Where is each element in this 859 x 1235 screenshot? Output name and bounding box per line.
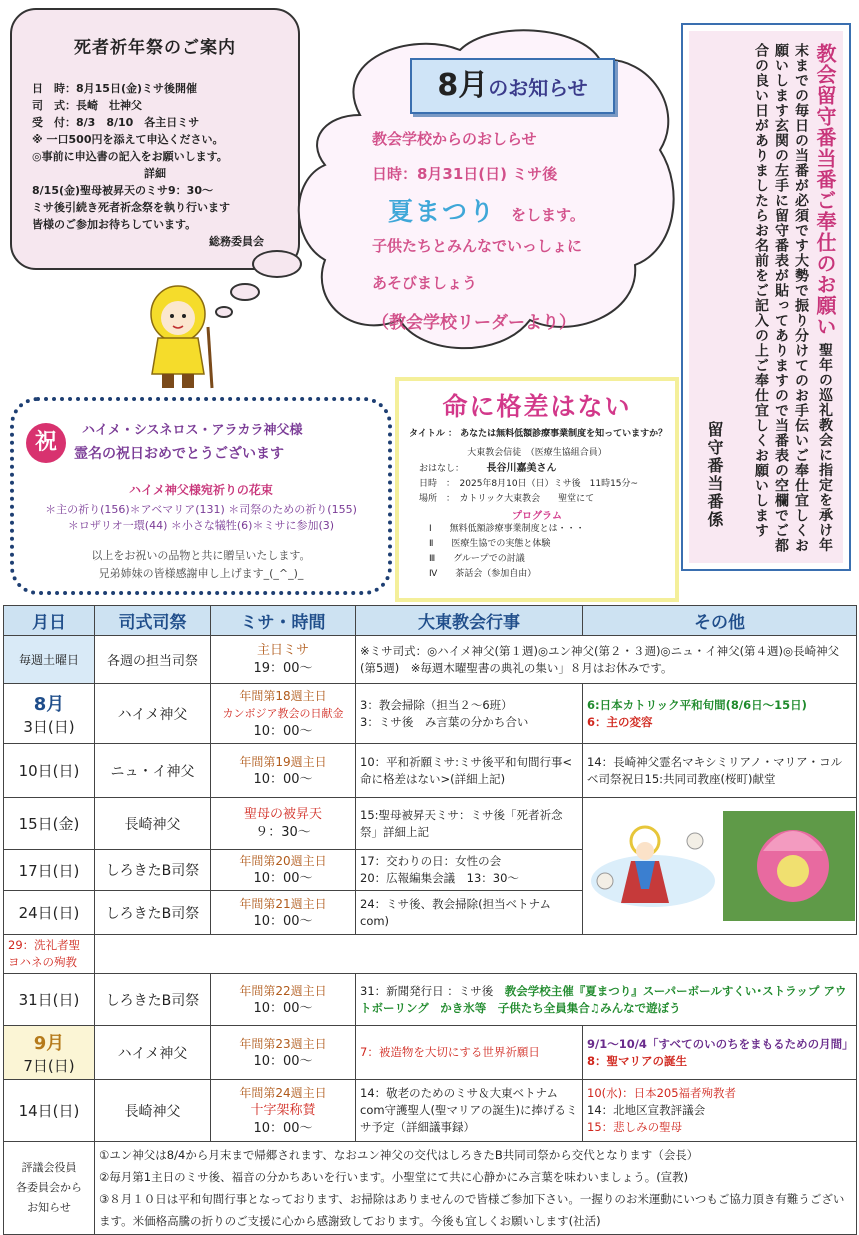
month-label: 8月 <box>33 694 65 715</box>
bouquet-line: ＊ロザリオ一環(44) ＊小さな犠牲(6)＊ミサに参加(3) <box>67 519 335 532</box>
row-mass <box>211 744 356 798</box>
row-mass <box>211 1080 356 1142</box>
row-mass <box>211 891 356 935</box>
row-other <box>583 1026 857 1080</box>
day-label: 3日(日) <box>23 718 75 736</box>
notice-label-line: お知らせ <box>27 1201 71 1214</box>
event-line: 3：教会掃除（担当２〜6班） <box>360 697 513 712</box>
notice-label <box>4 1142 95 1235</box>
speaker-name: 長谷川嘉美さん <box>486 463 557 474</box>
festival-invite: あそびましょう <box>372 274 478 292</box>
row-event: 15:聖母被昇天ミサ：ミサ後「死者祈念祭」詳細上記 <box>356 798 583 850</box>
lecture-org: 大東教会信徒 （医療生協組合員） <box>467 448 607 458</box>
row-event <box>356 850 583 891</box>
natsu-matsuri: 夏まつり <box>388 197 497 226</box>
row-event <box>356 684 583 744</box>
table-row <box>4 1026 857 1080</box>
row-other: 29：洗礼者聖ヨハネの殉教 <box>4 935 95 974</box>
lecture-place: ： カトリック大東教会 聖堂にて <box>446 494 595 504</box>
program-title: プログラム <box>512 511 562 522</box>
row-date: 24日(日) <box>4 891 95 935</box>
lecture-notice <box>395 377 679 602</box>
table-row <box>4 684 857 744</box>
memorial-line: 日 時：8月15日(金)ミサ後開催 <box>32 82 198 95</box>
row-mass <box>211 1026 356 1080</box>
row-event: 7：被造物を大切にする世界祈願日 <box>356 1026 583 1080</box>
august-title-rest: のお知らせ <box>488 76 588 100</box>
row-priest: ハイメ神父 <box>95 1026 211 1080</box>
notice-label-line: 評議会役員 <box>21 1161 77 1174</box>
lecture-speaker-row <box>409 461 665 477</box>
bouquet-line: ＊主の祈り(156)＊アベマリア(131) ＊司祭のための祈り(155) <box>45 503 357 516</box>
row-event: ※ミサ司式：◎ハイメ神父(第１週)◎ユン神父(第２・３週)◎ニュ・イ神父(第４週)◎長崎神父(第5週) ※毎週木曜聖書の典礼の集い」８月はお休みです。 <box>356 636 857 684</box>
festival-shimasu: をします。 <box>511 206 585 224</box>
illustrations <box>583 811 856 921</box>
program-item: Ⅳ 茶話会（参加自由） <box>429 569 537 579</box>
festival-event: 教会学校主催『夏まつり』スーパーボールすくい･ストラップ アウトボーリング かき氷等 子供たち全員集合♫みんなで遊ぼう <box>360 983 847 1015</box>
month-label: 9月 <box>33 1033 65 1054</box>
row-event: 10：平和祈願ミサ:ミサ後平和旬間行事<命に格差はない>(詳細上記) <box>356 744 583 798</box>
memorial-detail: 詳細 <box>144 167 166 180</box>
day-label: 7日(日) <box>23 1057 75 1075</box>
other-line: 14：北地区宣教評議会 <box>587 1103 706 1117</box>
mass-time: ９：30〜 <box>255 824 311 840</box>
mass-title: 年間第21週主日 <box>239 896 327 911</box>
schedule-table <box>3 605 857 1235</box>
memorial-line: 8/15(金)聖母被昇天のミサ9：30〜 <box>32 184 213 197</box>
header-events: 大東教会行事 <box>356 606 583 636</box>
row-priest: 長崎神父 <box>95 798 211 850</box>
feast-day-celebration <box>10 397 392 595</box>
mass-time: 10：00〜 <box>253 1053 313 1069</box>
row-date: 15日(金) <box>4 798 95 850</box>
program-item: Ⅲ グループでの討議 <box>429 554 525 564</box>
lecture-theme: タイトル ： あなたは無料低額診療事業制度を知っていますか？ <box>409 429 668 439</box>
mass-time: 10：00〜 <box>253 871 313 886</box>
memorial-line: ミサ後引続き死者祈念祭を執り行います <box>32 201 230 214</box>
mass-time: 10：00〜 <box>253 771 313 787</box>
row-event: 14：敬老のためのミサ＆大東ベトナムcom守護聖人(聖マリアの誕生)に捧げるミサ予定（詳細議事録） <box>356 1080 583 1142</box>
lecture-date: ： 2025年8月10日（日）ミサ後 11時15分~ <box>446 479 639 489</box>
row-priest: 各週の担当司祭 <box>95 636 211 684</box>
lecture-place-row <box>409 492 665 507</box>
program-item: Ⅰ 無料低額診療事業制度とは・・・ <box>429 524 585 534</box>
event-line: 3：ミサ後 み言葉の分かち合い <box>360 714 529 729</box>
other-line: 15：悲しみの聖母 <box>587 1120 683 1134</box>
other-line: 8：聖マリアの誕生 <box>587 1053 688 1068</box>
mass-title: 年間第19週主日 <box>239 754 327 769</box>
row-mass <box>211 974 356 1026</box>
lecture-date-row <box>409 477 665 492</box>
header-mass: ミサ・時間 <box>211 606 356 636</box>
row-priest: ハイメ神父 <box>95 684 211 744</box>
mass-title: 聖母の被昇天 <box>243 806 322 822</box>
memorial-title: 死者祈年祭のご案内 <box>74 38 236 58</box>
mass-title: 年間第18週主日 <box>239 688 327 703</box>
date-label: 日時 <box>419 479 438 489</box>
festival-line <box>388 192 585 228</box>
program-item: Ⅱ 医療生協での実態と体験 <box>429 539 551 549</box>
notice-item: ②毎月第1主日のミサ後、福音の分かちあいを行います。小聖堂にて共に心静かにみ言葉を味わいましょう。(宣教) <box>99 1170 689 1184</box>
speaker-label: おはなし： <box>419 464 460 474</box>
header-other: その他 <box>583 606 857 636</box>
mass-note: カンボジア教会の日献金 <box>222 706 344 720</box>
row-priest: しろきたB司祭 <box>95 974 211 1026</box>
duty-title: 教会留守番当番ご奉仕のお願い <box>813 43 837 337</box>
place-label: 場所 <box>419 494 438 504</box>
mary-and-lotus-illustration <box>583 811 855 921</box>
festival-invite: 子供たちとみんなでいっしょに <box>372 237 583 255</box>
celebration-mark: 祝 <box>26 423 66 463</box>
event-line: 17：交わりの日：女性の会 <box>360 854 502 868</box>
august-title <box>410 58 615 114</box>
mass-note: 十字架称賛 <box>250 1102 316 1118</box>
duty-notice <box>681 23 851 571</box>
memorial-notice <box>10 8 300 270</box>
lecture-title: 命に格差はない <box>442 392 632 421</box>
memorial-sign: 総務委員会 <box>209 235 264 248</box>
mass-time: 10：00〜 <box>253 1000 313 1016</box>
row-date <box>4 684 95 744</box>
memorial-line: 皆様のご参加お待ちしています。 <box>32 218 197 231</box>
festival-date: 日時：8月31日(日) ミサ後 <box>372 165 558 183</box>
other-line: 6:日本カトリック平和旬間(8/6日〜15日) <box>587 697 807 712</box>
row-mass <box>211 684 356 744</box>
notice-item: ③８月１０日は平和旬間行事となっております、お掃除はありませんので皆様ご参加下さい。一握りのお米運動にいつもご協力頂き有難うございます。米価格高騰の折りのご支援に心から感謝致しております。今後も宜しくお願いします(社活) <box>99 1192 845 1228</box>
school-notice: 教会学校からのおしらせ <box>372 130 537 148</box>
table-row <box>4 636 857 684</box>
row-event: 24：ミサ後、教会掃除(担当ベトナムcom) <box>356 891 583 935</box>
row-other: 14：長崎神父霊名マキシミリアノ・マリア・コルベ司祭祝日15:共同司教座(桜町)献堂 <box>583 744 857 798</box>
table-row <box>4 935 857 974</box>
row-priest: しろきたB司祭 <box>95 850 211 891</box>
row-date: 14日(日) <box>4 1080 95 1142</box>
row-event <box>356 974 857 1026</box>
row-other <box>583 1080 857 1142</box>
thanks-line: 兄弟姉妹の皆様感謝申し上げます_(_^_)_ <box>98 567 304 580</box>
bouquet-title: ハイメ神父様宛祈りの花束 <box>129 483 273 497</box>
memorial-line: ※ 一口500円を添えて申込ください。 <box>32 133 224 146</box>
header-priest: 司式司祭 <box>95 606 211 636</box>
other-line: 9/1〜10/4「すべてのいのちをまもるための月間」 <box>587 1036 854 1051</box>
mass-time: 10：00〜 <box>253 913 313 929</box>
row-priest: ニュ・イ神父 <box>95 744 211 798</box>
event-line: 31：新聞発行日 ：ミサ後 <box>360 983 494 998</box>
mass-time: 19：00〜 <box>253 660 313 676</box>
table-row <box>4 744 857 798</box>
duty-body: 聖年の巡礼教会に指定を承け年末までの毎日の当番が必須です大勢で振り分けてのお手伝いご奉仕宜しくお願いします玄関の左手に留守番表が貼ってありますので当番表の空欄でご都合の良い日がありましたらお名前をご記入の上ご奉仕宜しくお願いします <box>753 43 833 553</box>
memorial-line: ◎事前に申込書の記入をお願いします。 <box>32 150 228 163</box>
celebration-name: ハイメ・シスネロス・アラカラ神父様 <box>82 423 303 438</box>
notice-row <box>4 1142 857 1235</box>
mass-time: 10：00〜 <box>253 723 313 739</box>
notice-label-line: 各委員会から <box>16 1181 82 1194</box>
row-date: 17日(日) <box>4 850 95 891</box>
row-date: 31日(日) <box>4 974 95 1026</box>
row-date: 10日(日) <box>4 744 95 798</box>
illustration-cell <box>583 798 857 935</box>
mass-time: 10：00〜 <box>253 1120 313 1136</box>
row-date <box>4 1026 95 1080</box>
mass-title: 年間第24週主日 <box>239 1085 327 1100</box>
memorial-line: 司 式：長崎 壮神父 <box>32 99 142 112</box>
memorial-line: 受 付：8/3 8/10 各主日ミサ <box>32 116 200 129</box>
raincoat-child-illustration <box>140 282 220 392</box>
notice-body <box>95 1142 857 1235</box>
mass-title: 年間第20週主日 <box>239 854 327 868</box>
festival-from: （教会学校リーダーより） <box>372 313 576 333</box>
celebration-greeting: 霊名の祝日おめでとうございます <box>74 446 284 462</box>
table-row <box>4 974 857 1026</box>
row-priest: しろきたB司祭 <box>95 891 211 935</box>
thanks-line: 以上をお祝いの品物と共に贈呈いたします。 <box>91 549 311 562</box>
table-row <box>4 1080 857 1142</box>
header-date: 月日 <box>4 606 95 636</box>
other-line: 6：主の変容 <box>587 714 653 729</box>
row-mass <box>211 850 356 891</box>
duty-text <box>751 43 839 563</box>
other-line: 10(水)：日本205福者殉教者 <box>587 1086 737 1100</box>
row-priest: 長崎神父 <box>95 1080 211 1142</box>
mass-title: 主日ミサ <box>256 642 309 658</box>
row-mass <box>211 636 356 684</box>
event-line: 20：広報編集会議 13：30〜 <box>360 871 519 885</box>
row-other <box>583 684 857 744</box>
table-row <box>4 798 857 850</box>
mass-title: 年間第23週主日 <box>239 1036 327 1051</box>
row-date: 毎週土曜日 <box>4 636 95 684</box>
august-month: 8月 <box>437 68 489 103</box>
august-notice-cloud <box>290 20 680 365</box>
mass-title: 年間第22週主日 <box>239 983 327 998</box>
row-mass <box>211 798 356 850</box>
notice-item: ①ユン神父は8/4から月末まで帰郷されます、なおユン神父の交代はしろきたB共同司祭から交代となります（会長） <box>99 1148 699 1162</box>
duty-sign: 留守番当番係 <box>705 421 724 529</box>
table-header-row <box>4 606 857 636</box>
thought-bubble <box>230 283 260 301</box>
